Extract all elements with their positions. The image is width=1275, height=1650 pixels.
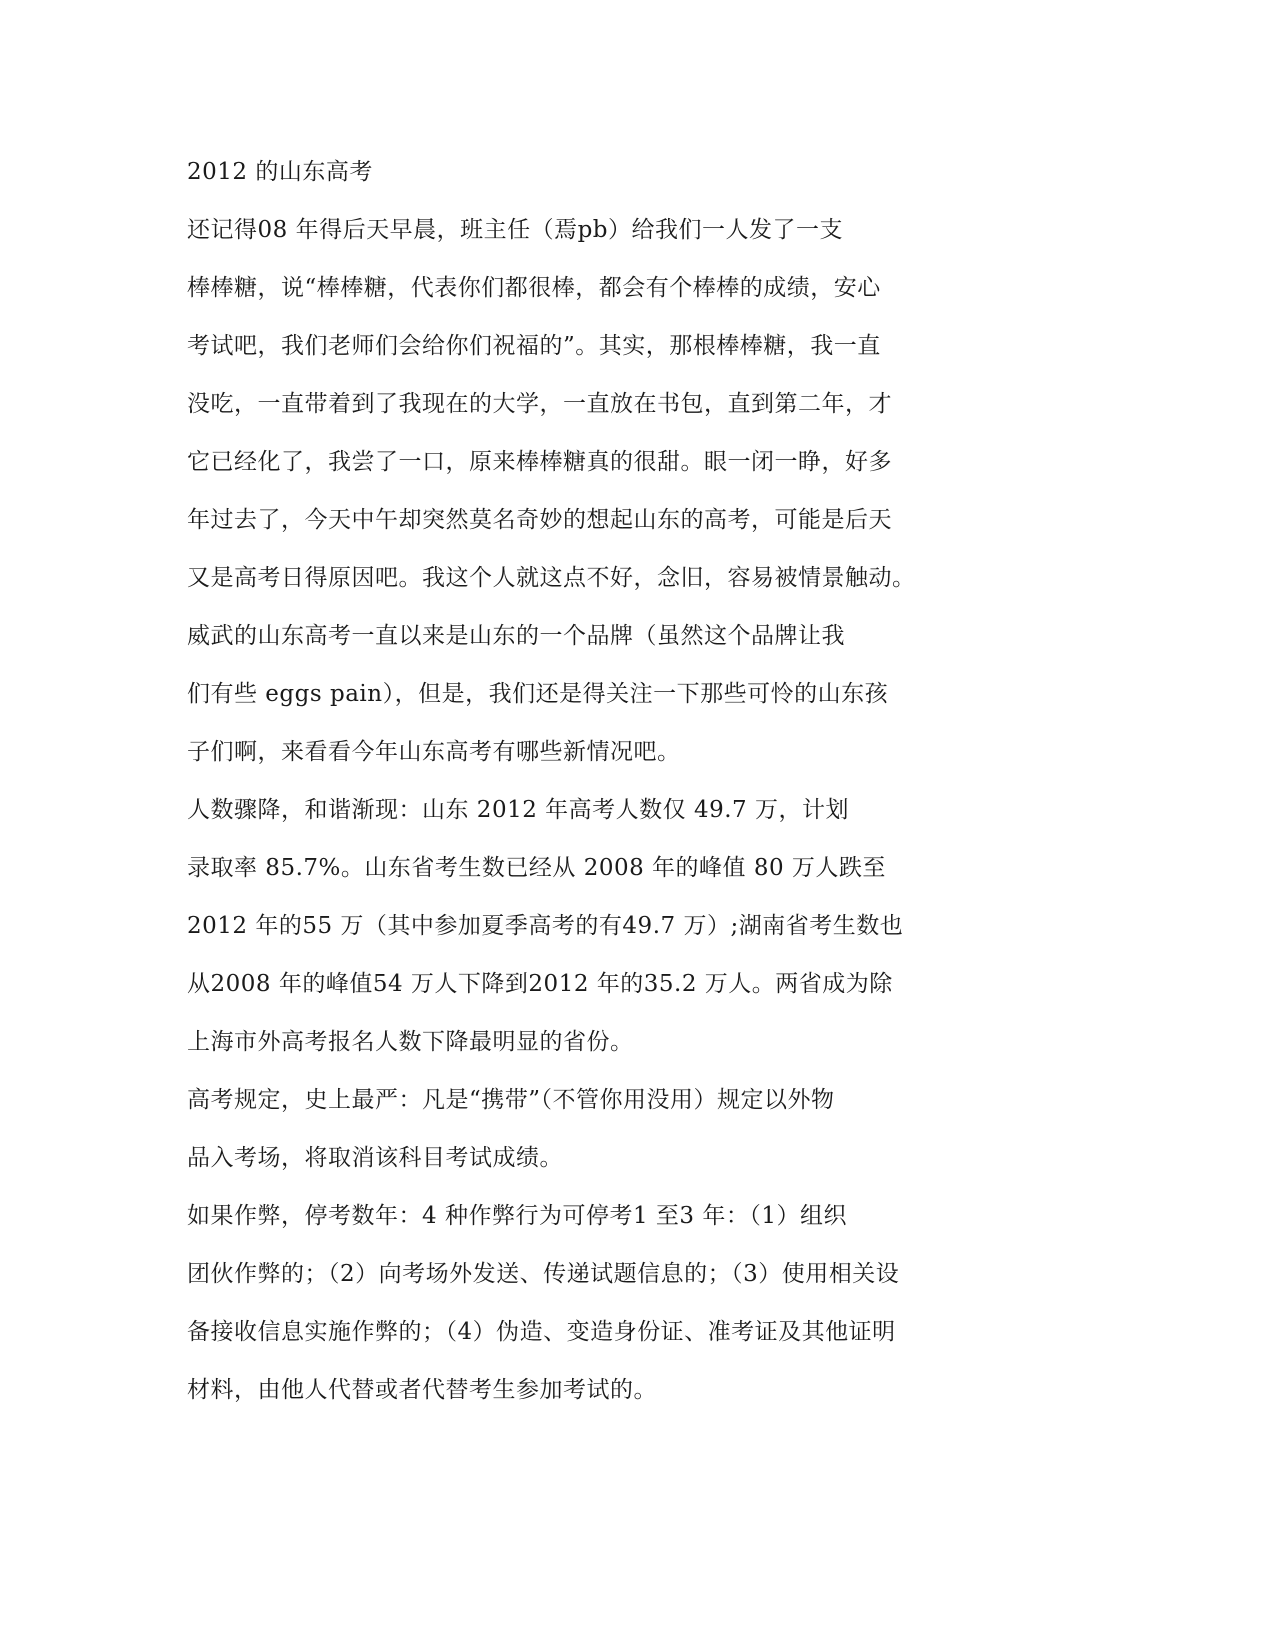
text-line: 材料，由他人代替或者代替考生参加考试的。 bbox=[187, 1377, 657, 1403]
text-line: 棒棒糖，说“棒棒糖，代表你们都很棒，都会有个棒棒的成绩，安心 bbox=[187, 275, 881, 301]
text-line: 没吃，一直带着到了我现在的大学，一直放在书包，直到第二年，才 bbox=[187, 391, 892, 417]
text-line: 从2008 年的峰值54 万人下降到2012 年的35.2 万人。两省成为除 bbox=[187, 971, 893, 997]
text-line: 如果作弊，停考数年：4 种作弊行为可停考1 至3 年：（1）组织 bbox=[187, 1203, 847, 1229]
text-line: 年过去了，今天中午却突然莫名奇妙的想起山东的高考，可能是后天 bbox=[187, 507, 892, 533]
text-line: 录取率 85.7%。山东省考生数已经从 2008 年的峰值 80 万人跌至 bbox=[187, 855, 886, 881]
document-title: 2012 的山东高考 bbox=[187, 159, 373, 185]
text-line: 子们啊，来看看今年山东高考有哪些新情况吧。 bbox=[187, 739, 681, 765]
text-line: 品入考场，将取消该科目考试成绩。 bbox=[187, 1145, 563, 1171]
text-line: 人数骤降，和谐渐现：山东 2012 年高考人数仅 49.7 万，计划 bbox=[187, 797, 849, 823]
document-body bbox=[187, 143, 987, 1419]
text-line: 高考规定，史上最严：凡是“携带”（不管你用没用）规定以外物 bbox=[187, 1087, 835, 1113]
text-line: 备接收信息实施作弊的；（4）伪造、变造身份证、准考证及其他证明 bbox=[187, 1319, 896, 1345]
text-line: 还记得08 年得后天早晨，班主任（焉pb）给我们一人发了一支 bbox=[187, 217, 844, 243]
text-line: 2012 年的55 万（其中参加夏季高考的有49.7 万）;湖南省考生数也 bbox=[187, 913, 904, 939]
text-line: 考试吧，我们老师们会给你们祝福的”。其实，那根棒棒糖，我一直 bbox=[187, 333, 881, 359]
text-line: 又是高考日得原因吧。我这个人就这点不好，念旧，容易被情景触动。 bbox=[187, 565, 916, 591]
text-line: 上海市外高考报名人数下降最明显的省份。 bbox=[187, 1029, 634, 1055]
text-line: 威武的山东高考一直以来是山东的一个品牌（虽然这个品牌让我 bbox=[187, 623, 845, 649]
text-line: 团伙作弊的；（2）向考场外发送、传递试题信息的；（3）使用相关设 bbox=[187, 1261, 900, 1287]
text-line: 它已经化了，我尝了一口，原来棒棒糖真的很甜。眼一闭一睁，好多 bbox=[187, 449, 892, 475]
text-line: 们有些 eggs pain），但是，我们还是得关注一下那些可怜的山东孩 bbox=[187, 681, 889, 707]
